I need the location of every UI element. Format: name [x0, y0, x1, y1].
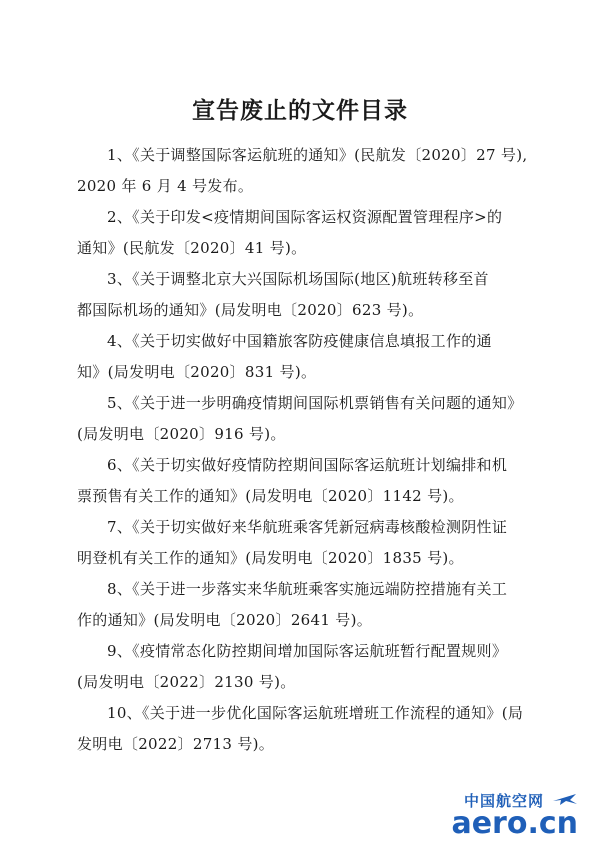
- item-line: 通知》(民航发〔2020〕41 号)。: [77, 239, 307, 257]
- list-item: [77, 512, 532, 574]
- list-item: [77, 326, 532, 388]
- item-line: 10、《关于进一步优化国际客运航班增班工作流程的通知》(局: [107, 704, 524, 722]
- document-title: 宣告废止的文件目录: [192, 97, 408, 124]
- watermark-en-text: aero.cn: [451, 806, 578, 841]
- list-item: [77, 388, 532, 450]
- list-item: [77, 698, 532, 760]
- aero-cn-watermark: [428, 790, 578, 842]
- item-line: 2、《关于印发<疫情期间国际客运权资源配置管理程序>的: [107, 208, 503, 226]
- item-line: 9、《疫情常态化防控期间增加国际客运航班暂行配置规则》: [107, 642, 508, 660]
- item-line: 作的通知》(局发明电〔2020〕2641 号)。: [77, 611, 373, 629]
- item-line: 知》(局发明电〔2020〕831 号)。: [77, 363, 317, 381]
- item-line: 明登机有关工作的通知》(局发明电〔2020〕1835 号)。: [77, 549, 464, 567]
- item-line: (局发明电〔2022〕2130 号)。: [77, 673, 296, 691]
- item-line: 3、《关于调整北京大兴国际机场国际(地区)航班转移至首: [107, 270, 489, 288]
- item-line: 5、《关于进一步明确疫情期间国际机票销售有关问题的通知》: [107, 394, 523, 412]
- file-list: [77, 140, 532, 760]
- item-line: 1、《关于调整国际客运航班的通知》(民航发〔2020〕27 号),: [107, 146, 528, 164]
- list-item: [77, 140, 532, 202]
- watermark-cn-text: 中国航空网: [463, 792, 544, 810]
- item-line: 6、《关于切实做好疫情防控期间国际客运航班计划编排和机: [107, 456, 508, 474]
- list-item: [77, 636, 532, 698]
- item-line: 都国际机场的通知》(局发明电〔2020〕623 号)。: [77, 301, 424, 319]
- item-line: 4、《关于切实做好中国籍旅客防疫健康信息填报工作的通: [107, 332, 492, 350]
- item-line: 发明电〔2022〕2713 号)。: [77, 735, 275, 753]
- list-item: [77, 450, 532, 512]
- item-line: (局发明电〔2020〕916 号)。: [77, 425, 286, 443]
- item-line: 8、《关于进一步落实来华航班乘客实施远端防控措施有关工: [107, 580, 508, 598]
- item-line: 7、《关于切实做好来华航班乘客凭新冠病毒核酸检测阴性证: [107, 518, 508, 536]
- item-line: 2020 年 6 月 4 号发布。: [77, 177, 254, 195]
- plane-icon: [552, 792, 578, 806]
- list-item: [77, 202, 532, 264]
- list-item: [77, 574, 532, 636]
- list-item: [77, 264, 532, 326]
- item-line: 票预售有关工作的通知》(局发明电〔2020〕1142 号)。: [77, 487, 464, 505]
